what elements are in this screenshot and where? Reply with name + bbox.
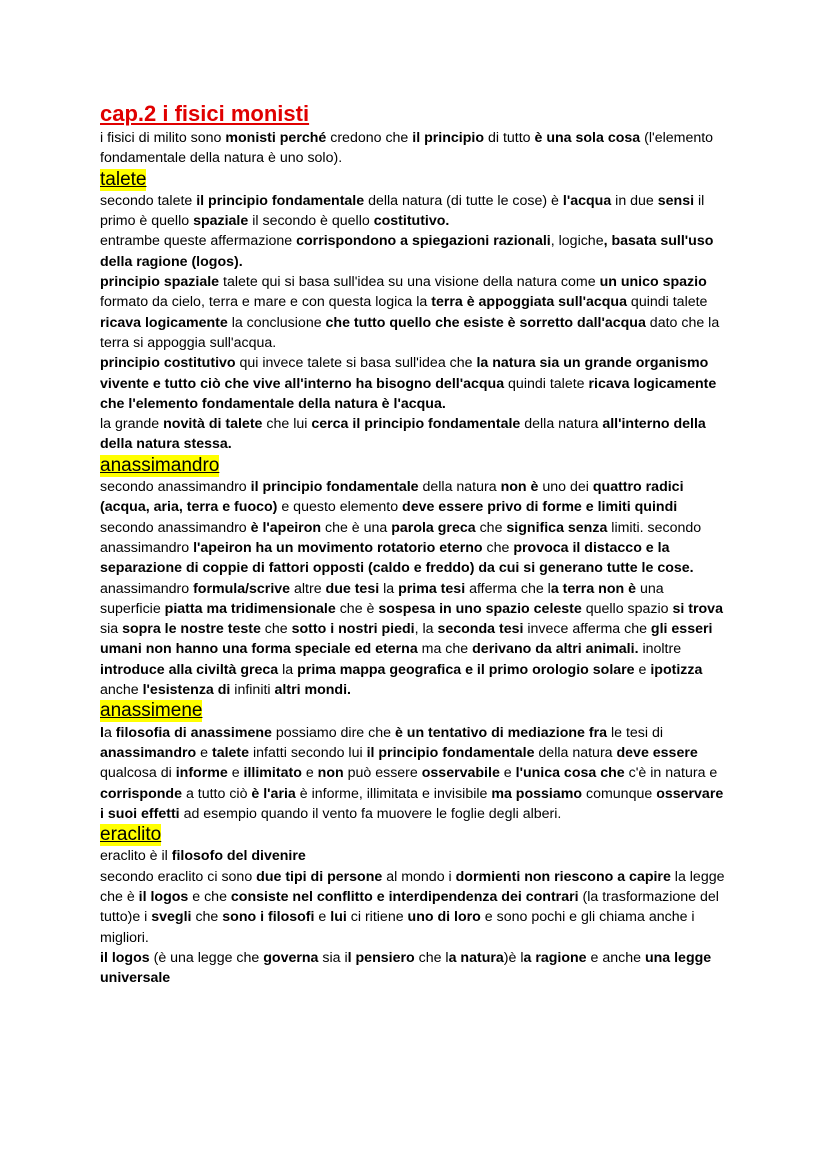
text-run: la [379,580,399,597]
text-run: della natura [520,416,603,433]
text-run: che [191,909,223,926]
paragraph [100,353,728,414]
bold-text: il principio fondamentale [366,744,535,761]
text-run: la [278,661,298,678]
paragraph [100,191,728,232]
text-run: ci ritiene [346,909,408,926]
bold-text: si trova [672,600,723,617]
text-run: secondo anassimandro [100,519,251,536]
bold-text: osservare i suoi effetti [100,785,724,822]
bold-text: il principio fondamentale [196,192,365,209]
bold-text: corrisponde [100,785,182,802]
paragraph [100,579,728,701]
bold-text: un unico spazio [599,274,707,291]
section-heading-anassimandro: anassimandro [100,454,220,476]
text-run: , logiche [550,233,604,250]
text-run: , la [414,621,438,638]
text-run: e [314,909,331,926]
bold-text: ipotizza [650,661,703,678]
bold-text: l pensiero [347,949,415,966]
text-run: i fisici di milito sono [100,130,226,146]
bold-text: sensi [657,192,695,209]
text-run: la grande [100,416,164,433]
text-run: c'è in natura e [624,765,718,782]
bold-text: illimitato [243,765,302,782]
bold-text: sotto i nostri piedi [291,621,415,638]
bold-text: formula/scrive [193,580,291,597]
paragraph [100,272,728,353]
paragraph [100,867,728,948]
text-run: eraclito è il [100,848,172,865]
bold-text: terra è appoggiata sull'acqua [431,294,627,311]
bold-text: dormienti non riescono a capire [455,868,671,885]
page-title: cap.2 i fisici monisti [100,101,310,126]
paragraph [100,723,728,824]
paragraph [100,231,728,272]
text-run: sia [100,621,123,638]
bold-text: l [100,724,104,741]
bold-text: l'esistenza di [142,682,231,699]
text-run: quindi talete [504,375,589,392]
text-run: entrambe queste affermazione [100,233,297,250]
bold-text: principio costitutivo [100,355,236,372]
bold-text: cerca il principio fondamentale [311,416,521,433]
text-run: infatti secondo lui [249,744,367,761]
bold-text: il principio fondamentale [250,479,419,496]
bold-text: non è [500,479,539,496]
bold-text: filosofia di anassimene [115,724,272,741]
bold-text: ricava logicamente [100,314,228,331]
bold-text: è l'apeiron [250,519,322,536]
text-run: secondo anassimandro [100,479,251,496]
text-run: a tutto ciò [182,785,252,802]
text-run: afferma che l [465,580,551,597]
bold-text: , basata sull'uso della ragione (logos). [100,233,714,270]
text-run: la legge che è [100,868,725,905]
text-run: possiamo dire che [271,724,395,741]
bold-text: lui [330,909,347,926]
bold-text: all'interno della della natura stessa. [100,416,706,453]
bold-text: prima mappa geografica e il primo orologio solare [297,661,635,678]
bold-text: parola greca [391,519,476,536]
bold-text: svegli [151,909,192,926]
bold-text: sospesa in uno spazio celeste [378,600,582,617]
bold-text: deve essere [616,744,698,761]
text-run: le tesi di [607,724,664,741]
bold-text: introduce alla civiltà greca [100,661,279,678]
sections-container [100,169,728,989]
text-run: che è una [321,519,392,536]
text-run: il secondo è quello [248,213,374,230]
bold-text: costitutivo. [373,213,450,230]
bold-text: ma possiamo [491,785,583,802]
bold-text: anassimandro [100,744,197,761]
text-run: che l [414,949,449,966]
text-run: e sono pochi e gli chiama anche i migliori. [100,909,695,946]
bold-text: è una sola cosa [534,130,641,146]
text-run: il primo è quello [100,192,705,230]
bold-text: altri mondi. [274,682,351,699]
text-run: e che [188,888,231,905]
bold-text: il principio [412,130,485,146]
bold-text: una legge universale [100,949,712,987]
bold-text: spaziale [193,213,249,230]
text-run: e [301,765,318,782]
section-heading-eraclito: eraclito [100,824,162,846]
text-run: una superficie [100,580,664,617]
text-run: (è una legge che [149,949,264,966]
bold-text: principio spaziale [100,274,220,291]
section-heading-anassimene: anassimene [100,700,203,722]
bold-text: ricava logicamente che l'elemento fondamentale della natura è l'acqua. [100,375,717,412]
bold-text: talete [211,744,250,761]
bold-text: prima tesi [398,580,466,597]
bold-text: due tipi di persone [256,868,383,885]
paragraph [100,477,728,578]
bold-text: corrispondono a spiegazioni razionali [296,233,551,250]
bold-text: seconda tesi [437,621,524,638]
intro-paragraph [100,128,728,169]
text-run: di tutto [484,130,535,146]
bold-text: è l'aria [251,785,296,802]
text-run: qui invece talete si basa sull'idea che [235,355,477,372]
text-run: può essere [343,765,422,782]
text-run: della natura (di tutte le cose) è [364,192,563,209]
bold-text: sopra le nostre teste [122,621,261,638]
text-run: quindi talete [626,294,708,311]
bold-text: è un tentativo di mediazione fra [394,724,608,741]
bold-text: l'apeiron ha un movimento rotatorio eterno [193,539,483,556]
text-run: altre [290,580,326,597]
bold-text: a ragione [523,949,587,966]
text-run: ma che [417,641,473,658]
text-run: )è l [503,949,524,966]
bold-text: l'acqua [562,192,612,209]
text-run: la conclusione [227,314,326,331]
bold-text: due tesi [325,580,380,597]
text-run: infiniti [230,682,275,699]
text-run: e [634,661,651,678]
text-run: e questo elemento [277,499,403,516]
bold-text: consiste nel conflitto e interdipendenza dei contrari [230,888,579,905]
text-run: e [196,744,212,761]
bold-text: sono i filosofi [222,909,315,926]
text-run: quello spazio [581,600,673,617]
bold-text: l'unica cosa che [515,765,625,782]
bold-text: deve essere privo di forme e limiti quindi [402,499,678,516]
text-run: comunque [582,785,657,802]
text-run: invece afferma che [523,621,651,638]
bold-text: significa senza [506,519,608,536]
bold-text: derivano da altri animali. [472,641,639,658]
bold-text: provoca il distacco e la separazione di coppie di fattori opposti (caldo e freddo) da cui si generano tutte le cose. [100,539,694,577]
bold-text: quattro radici (acqua, aria, terra e fuoco) [100,479,684,516]
text-run: della natura [418,479,501,496]
text-run: secondo eraclito ci sono [100,868,257,885]
bold-text: novità di talete [163,416,263,433]
text-run: limiti. secondo anassimandro [100,519,702,556]
text-run: sia i [318,949,348,966]
paragraph [100,846,728,866]
bold-text: filosofo del divenire [171,848,306,865]
bold-text: piatta ma tridimensionale [164,600,336,617]
text-run: anassimandro [100,580,194,597]
bold-text: gli esseri umani non hanno una forma speciale ed eterna [100,621,713,658]
text-run: credono che [326,130,413,146]
text-run: anche [100,682,143,699]
text-run: che [260,621,292,638]
text-run: qualcosa di [100,765,176,782]
bold-text: la natura sia un grande organismo vivente e tutto ciò che vive all'interno ha bisogno dell'acqua [100,355,709,392]
text-run: (la trasformazione del tutto)e i [100,888,719,926]
text-run: ad esempio quando il vento fa muovere le foglie degli alberi. [179,805,562,822]
paragraph [100,414,728,455]
bold-text: non [317,765,344,782]
bold-text: uno di loro [407,909,481,926]
text-run: formato da cielo, terra e mare e con questa logica la [100,294,432,311]
text-run: della natura [534,744,617,761]
text-run: a [103,724,116,741]
bold-text: informe [175,765,228,782]
text-run: al mondo i [382,868,456,885]
bold-text: monisti perché [225,130,327,146]
bold-text: il logos [138,888,189,905]
text-run: e [499,765,516,782]
bold-text: osservabile [421,765,500,782]
text-run: e [227,765,244,782]
text-run: che [475,519,507,536]
text-run: che [482,539,514,556]
bold-text: che tutto quello che esiste è sorretto dall'acqua [325,314,646,331]
text-run: e anche [586,949,645,966]
bold-text: a natura [448,949,504,966]
bold-text: governa [263,949,319,966]
text-run: che è [335,600,379,617]
text-run: (l'elemento fondamentale della natura è uno solo). [100,130,714,167]
text-run: secondo talete [100,192,197,209]
paragraph [100,948,728,989]
section-heading-talete: talete [100,168,147,190]
text-run: dato che la terra si appoggia sull'acqua. [100,314,720,351]
text-run: è informe, illimitata e invisibile [295,785,492,802]
document-page [100,100,728,988]
text-run: talete qui si basa sull'idea su una visione della natura come [219,274,600,291]
bold-text: il logos [100,949,150,966]
text-run: che lui [262,416,312,433]
bold-text: a terra non è [550,580,636,597]
text-run: uno dei [538,479,593,496]
text-run: inoltre [638,641,682,658]
text-run: in due [611,192,658,209]
